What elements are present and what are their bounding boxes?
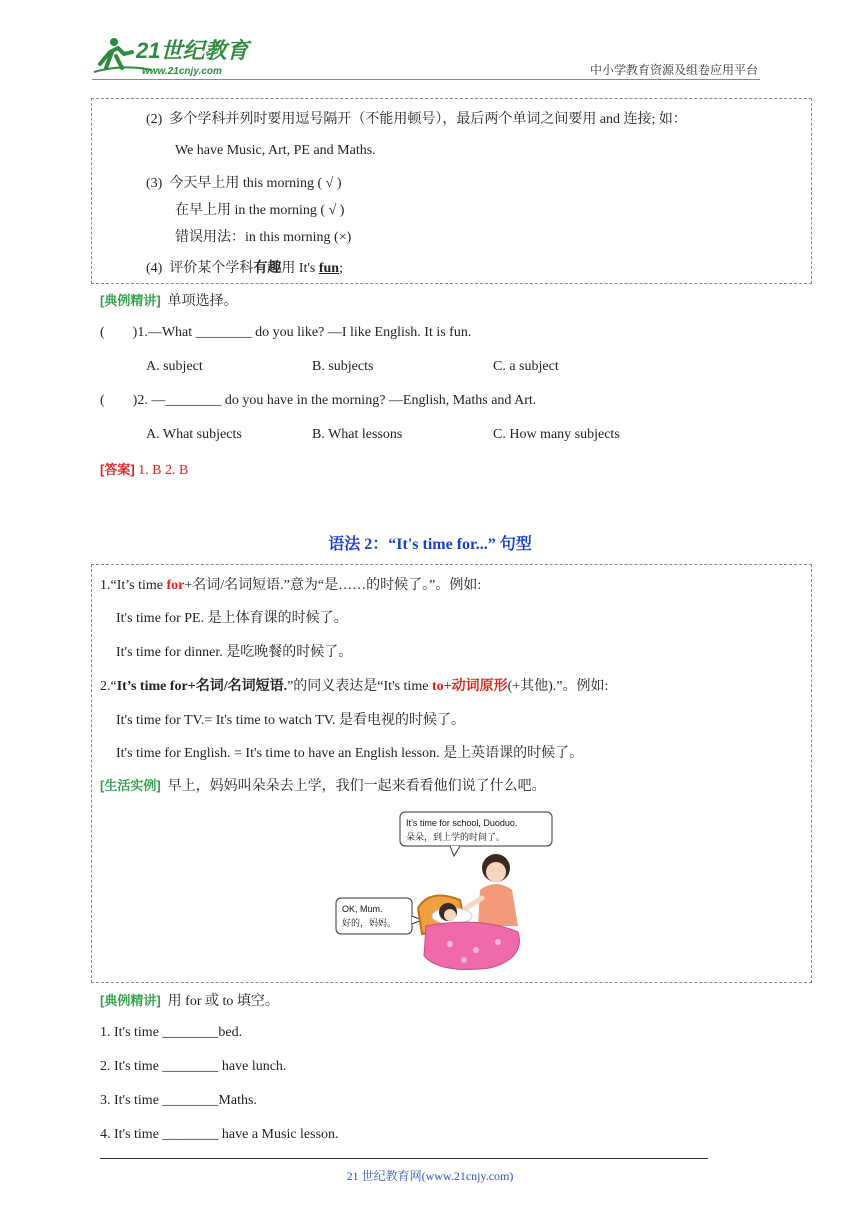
question-2: ( )2. —________ do you have in the morning? —English, Maths and Art. (100, 393, 537, 408)
q2-option-c: C. How many subjects (493, 427, 620, 442)
svg-text:朵朵，到上学的时间了。: 朵朵，到上学的时间了。 (406, 832, 506, 842)
example-tag: [典例精讲] (100, 993, 161, 1008)
fill-item-2: 2. It's time ________ have lunch. (100, 1059, 287, 1074)
svg-text:It’s time for school, Duoduo.: It’s time for school, Duoduo. (406, 818, 518, 828)
rule-2: 2.“It’s time for+名词/名词短语.”的同义表达是“It's time to+动词原形(+其他).”。例如: (100, 679, 609, 694)
rule-1: 1.“It’s time for+名词/名词短语.”意为“是……的时候了。”。例如: (100, 578, 482, 593)
svg-text:好的，妈妈。: 好的，妈妈。 (342, 918, 397, 928)
q1-option-a: A. subject (146, 359, 203, 374)
answer-line (100, 459, 188, 479)
speech-bubble-duoduo (336, 898, 422, 934)
logo-url: www.21cnjy.com (142, 66, 222, 77)
rule-2-example-2: It's time for English. = It's time to have an English lesson. 是上英语课的时候了。 (116, 746, 584, 761)
note-4: (4) 评价某个学科有趣用 It's fun; (146, 261, 343, 276)
svg-text:OK, Mum.: OK, Mum. (342, 904, 383, 914)
footer-link[interactable]: 21 世纪教育网(www.21cnjy.com) (346, 1169, 514, 1183)
fill-item-3: 3. It's time ________Maths. (100, 1093, 257, 1108)
q2-option-a: A. What subjects (146, 427, 242, 442)
note-3: (3) 今天早上用 this morning ( √ ) (146, 176, 342, 191)
site-logo (92, 34, 260, 78)
logo-text: 21世纪教育 (136, 38, 249, 63)
q1-option-c: C. a subject (493, 359, 559, 374)
answer-text: 1. B 2. B (138, 463, 189, 478)
rule-2-example-1: It's time for TV.= It's time to watch TV. 是看电视的时候了。 (116, 713, 466, 728)
illustration (330, 808, 560, 976)
rule-1-example-2: It's time for dinner. 是吃晚餐的时候了。 (116, 645, 353, 660)
rule-1-example-1: It's time for PE. 是上体育课的时候了。 (116, 611, 348, 626)
q1-option-b: B. subjects (312, 359, 374, 374)
answer-tag: [答案] (100, 462, 135, 477)
speech-bubble-mum (400, 812, 552, 856)
life-example-line: [生活实例] 早上，妈妈叫朵朵去上学，我们一起来看看他们说了什么吧。 (100, 778, 546, 794)
platform-name: 中小学教育资源及组卷应用平台 (589, 63, 758, 77)
example2-heading: [典例精讲] 用 for 或 to 填空。 (100, 993, 279, 1009)
fill-item-4: 4. It's time ________ have a Music lesson. (100, 1127, 339, 1142)
question-1: ( )1.—What ________ do you like? —I like English. It is fun. (100, 325, 472, 340)
note-3-line2: 在早上用 in the morning ( √ ) (175, 203, 345, 218)
example1-heading: [典例精讲] 单项选择。 (100, 293, 238, 309)
note-2: (2) 多个学科并列时要用逗号隔开（不能用顿号），最后两个单词之间要用 and 连接; 如： (146, 112, 687, 127)
footer-divider (100, 1158, 708, 1159)
fill-item-1: 1. It's time ________bed. (100, 1025, 243, 1040)
header-divider (92, 79, 760, 80)
mother-figure (466, 854, 518, 926)
q2-option-b: B. What lessons (312, 427, 403, 442)
example-tag: [典例精讲] (100, 293, 161, 308)
note-3-line3: 错误用法：in this morning (×) (175, 230, 352, 245)
section-title: 语法 2：“It's time for...” 句型 (328, 536, 532, 553)
note-2-example: We have Music, Art, PE and Maths. (175, 143, 376, 158)
life-tag: [生活实例] (100, 778, 161, 793)
